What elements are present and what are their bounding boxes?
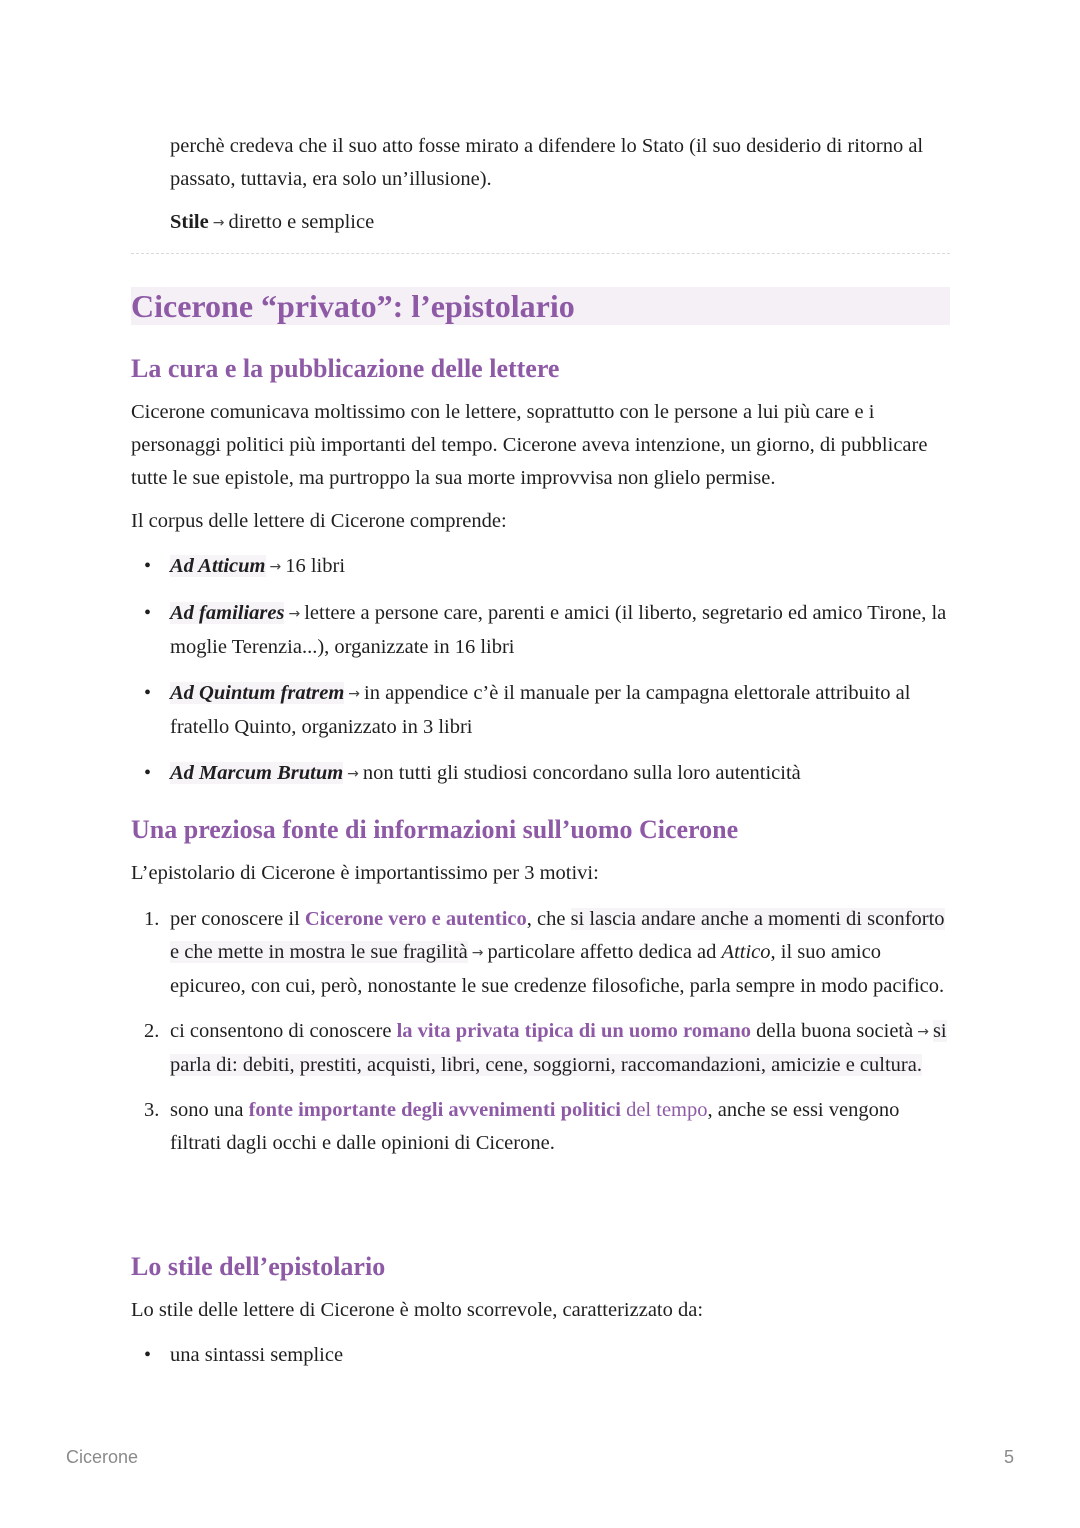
bullet-icon: •: [144, 602, 152, 624]
bullet-icon: •: [144, 762, 152, 784]
list-item-text: 16 libri: [285, 555, 346, 577]
text-span: per conoscere il: [170, 908, 305, 930]
sub1-para1: Cicerone comunicava moltissimo con le lettere, soprattutto con le persone a lui più care e i personaggi politici più importanti del tempo. Cicerone aveva intenzione, un giorno, di pubblicare tutte le sue epistole, ma purtroppo la sua morte improvvisa non glielo permise.: [131, 401, 928, 489]
sub2-title: Una preziosa fonte di informazioni sull’uomo Cicerone: [131, 815, 739, 844]
corpus-list: [131, 550, 950, 791]
list-item: [131, 550, 950, 584]
list-item: [131, 1015, 950, 1082]
footer-title: Cicerone: [66, 1447, 139, 1467]
list-item-title: Ad familiares: [170, 602, 285, 624]
bullet-icon: •: [144, 1344, 152, 1366]
stile-line: [131, 206, 950, 240]
arrow-icon: →: [269, 559, 282, 575]
list-number: 3.: [144, 1099, 160, 1121]
intro-block: [131, 130, 950, 240]
highlight-text: fonte importante degli avvenimenti politici: [248, 1099, 621, 1121]
stile-label: Stile: [170, 211, 209, 233]
section-title: Cicerone “privato”: l’epistolario: [131, 288, 575, 324]
text-span: particolare affetto dedica ad: [487, 941, 722, 963]
list-item: [131, 1094, 950, 1160]
list-item-text: lettere a persone care, parenti e amici (il liberto, segretario ed amico Tirone, la moglie Terenzia...), organizzate in 16 libri: [170, 602, 947, 658]
highlight-text: la vita privata tipica di un uomo romano: [396, 1020, 751, 1042]
bullet-icon: •: [144, 555, 152, 577]
list-item: [131, 903, 950, 1003]
list-item-text: non tutti gli studiosi concordano sulla loro autenticità: [362, 762, 801, 784]
sub3-section: [131, 1250, 950, 1327]
sub1-title: La cura e la pubblicazione delle lettere: [131, 354, 560, 383]
list-item: [131, 757, 950, 791]
sub3-title: Lo stile dell’epistolario: [131, 1252, 386, 1281]
list-item-title: Ad Marcum Brutum: [170, 762, 344, 784]
text-span: , il suo amico epicureo, con cui, però, nonostante le sue credenze filosofiche, parla sempre in modo pacifico.: [170, 941, 945, 997]
text-span: del tempo: [620, 1099, 708, 1121]
arrow-icon: →: [348, 686, 361, 702]
stile-value: diretto e semplice: [228, 211, 375, 233]
sub1-para2: Il corpus delle lettere di Cicerone comprende:: [131, 510, 507, 532]
text-span: della buona società: [750, 1020, 914, 1042]
list-item-text: in appendice c’è il manuale per la campagna elettorale attribuito al fratello Quinto, organizzato in 3 libri: [170, 682, 911, 738]
section-heading: [131, 287, 950, 325]
style-list: [131, 1339, 950, 1372]
highlight-span: si parla di: debiti, prestiti, acquisti, libri, cene, soggiorni, raccomandazioni, amicizie e cultura.: [170, 1020, 947, 1076]
text-span: sono una: [170, 1099, 249, 1121]
reasons-list: [131, 903, 950, 1160]
arrow-icon: →: [212, 215, 225, 231]
highlight-span: si lascia andare anche a momenti di sconforto e che mette in mostra le sue fragilità: [170, 908, 945, 963]
arrow-icon: →: [471, 945, 484, 961]
section-divider: [131, 253, 950, 254]
arrow-icon: →: [347, 766, 359, 782]
text-span: ci consentono di conoscere: [170, 1020, 397, 1042]
intro-paragraph: perchè credeva che il suo atto fosse mirato a difendere lo Stato (il suo desiderio di ritorno al passato, tuttavia, era solo un’illusione).: [170, 135, 924, 190]
page-number: 5: [1003, 1447, 1014, 1467]
text-span: , anche se essi vengono filtrati dagli occhi e dalle opinioni di Cicerone.: [170, 1099, 900, 1154]
list-number: 2.: [144, 1020, 160, 1042]
list-item: [131, 597, 950, 664]
list-item-title: Ad Atticum: [170, 555, 266, 577]
list-item-title: Ad Quintum fratrem: [170, 682, 345, 704]
list-item: [131, 677, 950, 744]
sub2-intro: L’epistolario di Cicerone è importantissimo per 3 motivi:: [131, 862, 599, 884]
arrow-icon: →: [288, 606, 301, 622]
arrow-icon: →: [917, 1024, 929, 1040]
list-item-text: una sintassi semplice: [170, 1344, 344, 1366]
highlight-text: Cicerone vero e autentico: [304, 908, 527, 930]
text-span: , che: [526, 908, 571, 930]
sub2-section: [131, 813, 950, 890]
bullet-icon: •: [144, 682, 152, 704]
list-number: 1.: [144, 908, 160, 930]
list-item: [131, 1339, 950, 1372]
sub1-section: [131, 352, 950, 538]
italic-span: Attico: [721, 941, 771, 963]
sub3-intro: Lo stile delle lettere di Cicerone è molto scorrevole, caratterizzato da:: [131, 1299, 704, 1321]
